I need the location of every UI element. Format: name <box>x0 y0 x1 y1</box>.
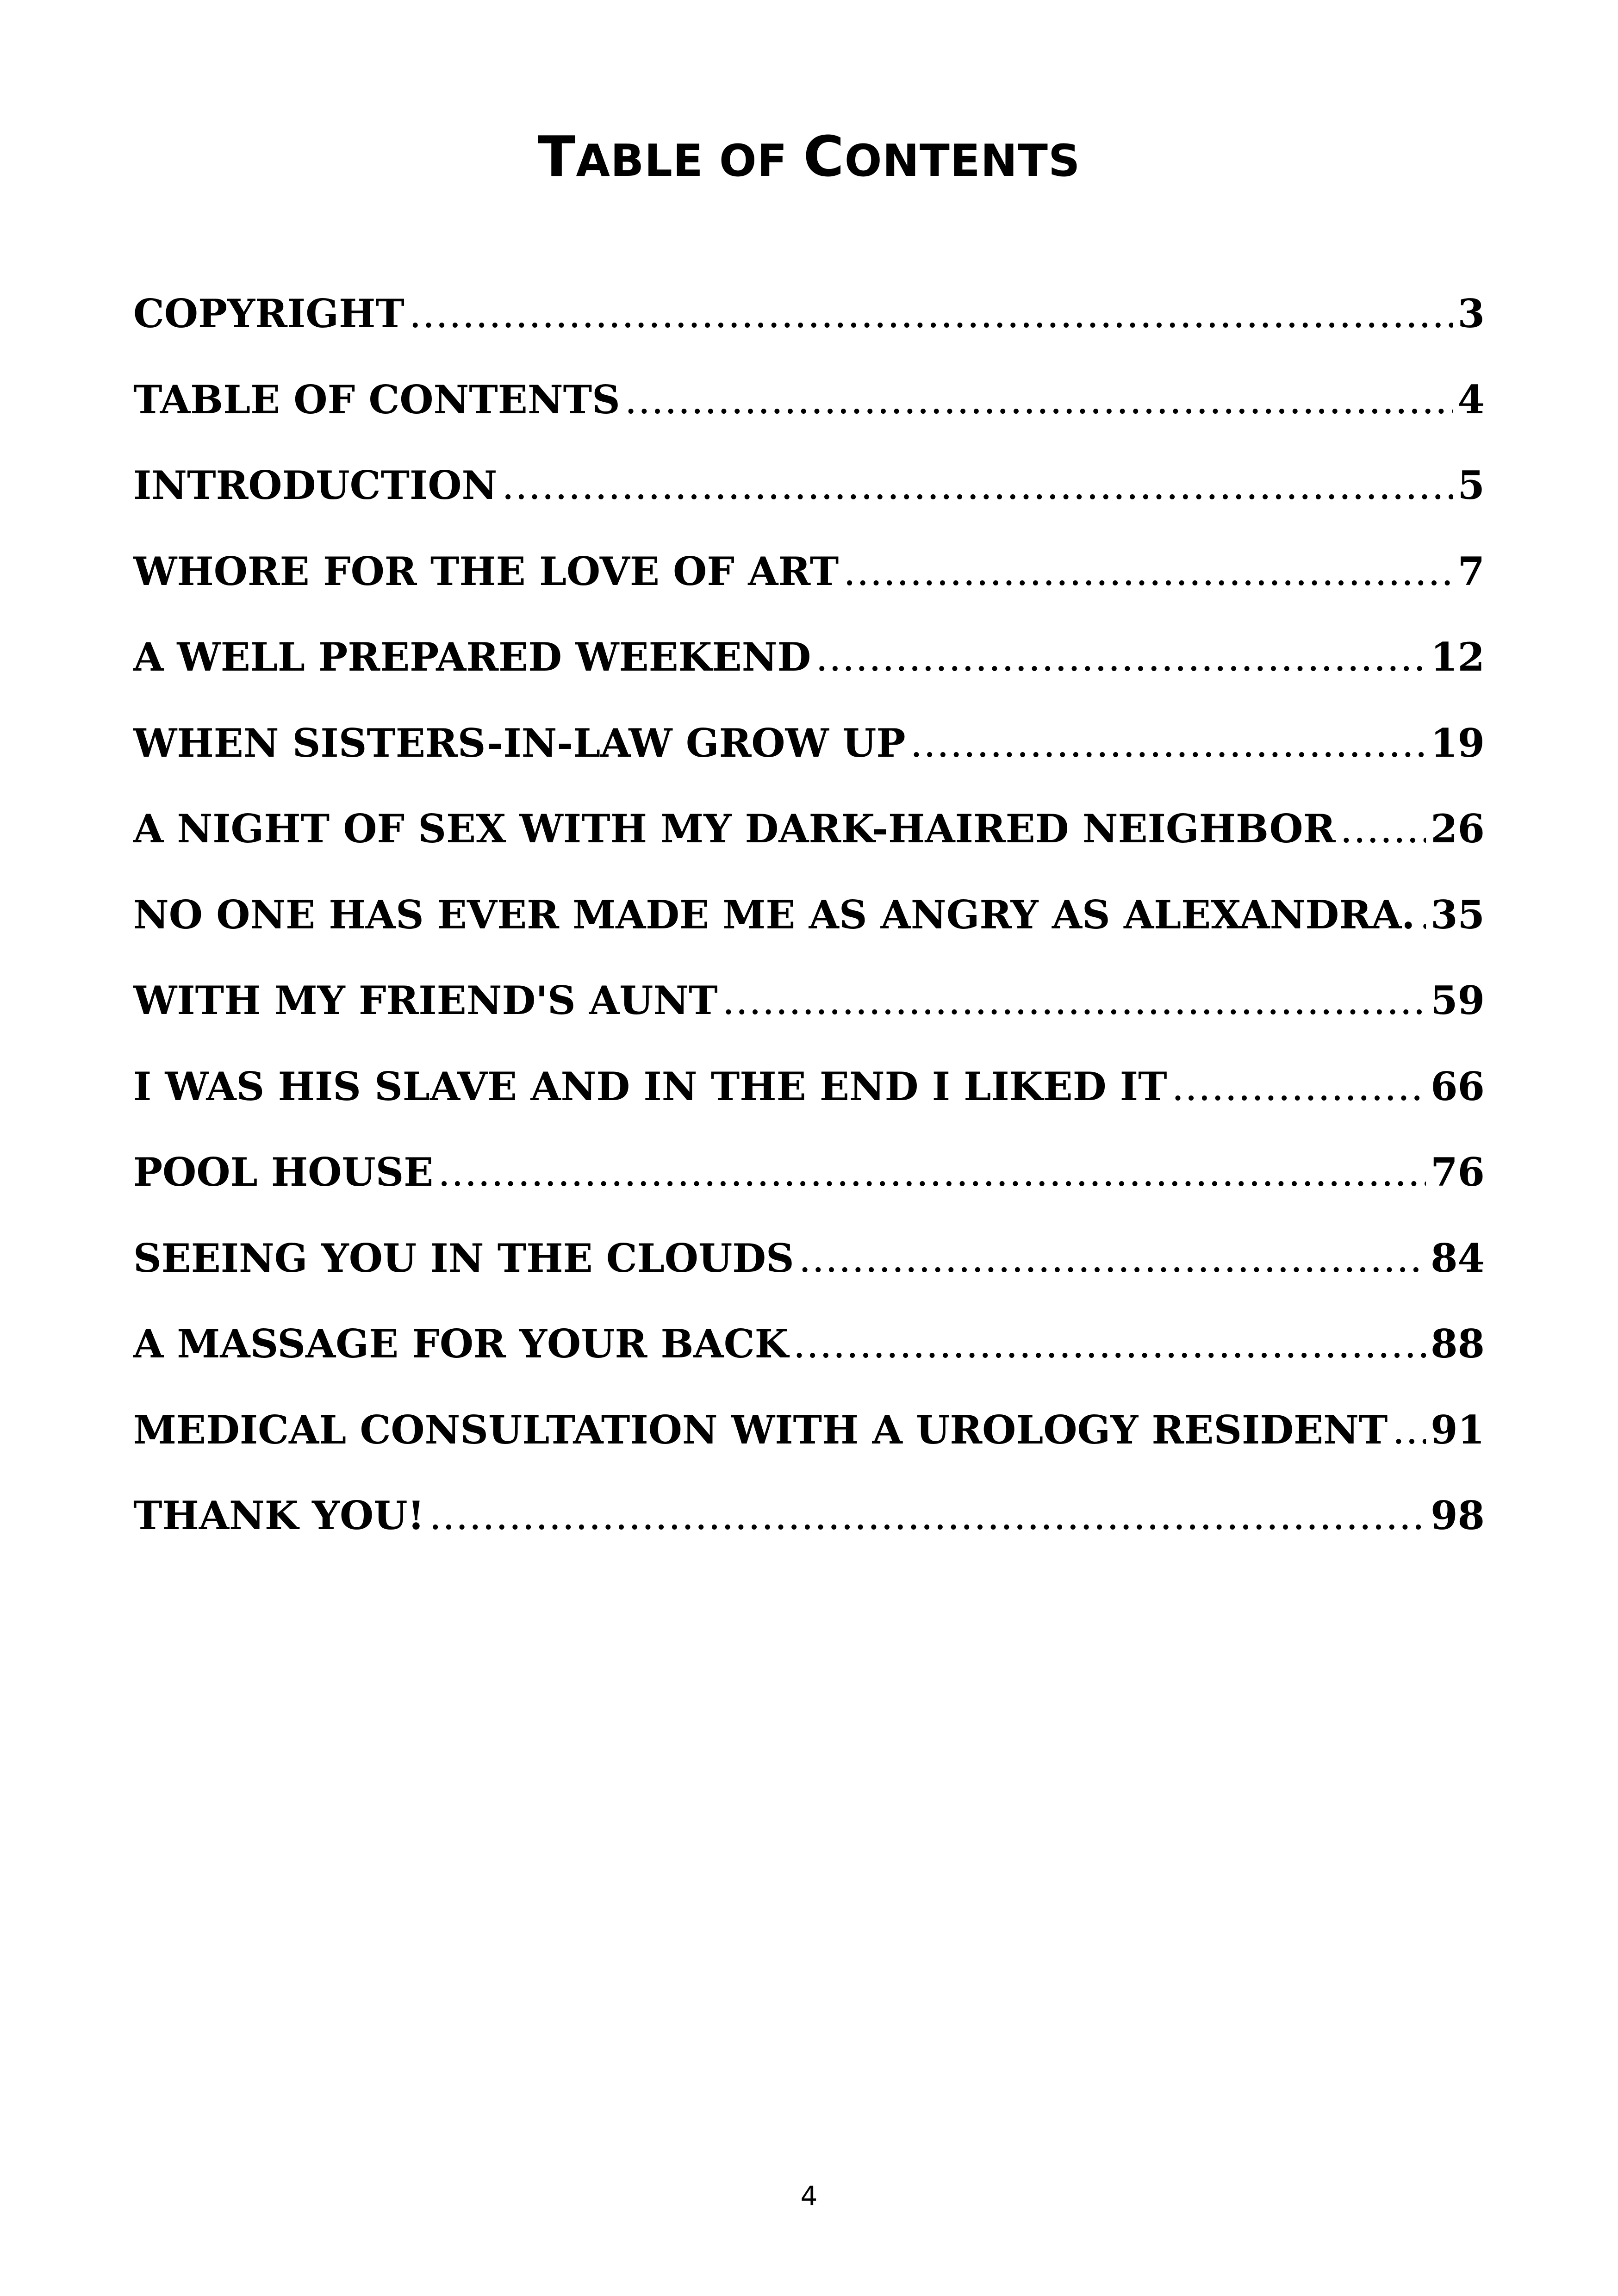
dot-leader <box>1392 1398 1426 1462</box>
dot-leader <box>409 281 1453 346</box>
title-cap-1: T <box>537 125 576 189</box>
toc-entry-page: 4 <box>1457 376 1485 423</box>
dot-leader <box>438 1140 1426 1205</box>
dot-leader <box>1172 1054 1426 1119</box>
dot-leader <box>1340 796 1426 861</box>
toc-entry-a-well-prepared-weekend[interactable] <box>133 625 1485 711</box>
toc-entry-page: 88 <box>1431 1321 1485 1367</box>
toc-entry-title: INTRODUCTION <box>133 462 498 508</box>
toc-entry-page: 84 <box>1431 1235 1485 1281</box>
toc-entry-title: A WELL PREPARED WEEKEND <box>133 634 811 680</box>
title-rest-2: ONTENTS <box>844 136 1081 187</box>
toc-entry-i-was-his-slave[interactable] <box>133 1054 1485 1140</box>
toc-entry-title: WHEN SISTERS-IN-LAW GROW UP <box>133 720 906 766</box>
toc-entry-page: 12 <box>1431 634 1485 680</box>
dot-leader <box>910 711 1426 776</box>
toc-entry-page: 91 <box>1431 1406 1485 1453</box>
toc-entry-pool-house[interactable] <box>133 1140 1485 1226</box>
page-title <box>0 118 1618 200</box>
toc-entry-page: 59 <box>1431 977 1485 1023</box>
page-number: 4 <box>800 2180 818 2212</box>
toc-entry-seeing-you-in-the-clouds[interactable] <box>133 1226 1485 1312</box>
toc-entry-whore-for-the-love-of-art[interactable] <box>133 539 1485 625</box>
dot-leader <box>815 625 1426 690</box>
dot-leader <box>793 1312 1426 1376</box>
toc-entry-title: A MASSAGE FOR YOUR BACK <box>133 1321 789 1367</box>
toc-entry-page: 76 <box>1431 1149 1485 1195</box>
toc-entry-page: 66 <box>1431 1063 1485 1109</box>
toc-entry-a-massage-for-your-back[interactable] <box>133 1312 1485 1398</box>
toc-entry-medical-consultation[interactable] <box>133 1398 1485 1484</box>
toc-entry-page: 35 <box>1431 891 1485 938</box>
toc-entry-copyright[interactable] <box>133 281 1485 367</box>
toc-entry-page: 98 <box>1431 1493 1485 1538</box>
toc-entry-no-one-has-ever-made-me-angry[interactable] <box>133 883 1485 969</box>
toc-entry-a-night-of-sex[interactable] <box>133 796 1485 883</box>
toc-entry-title: WITH MY FRIEND'S AUNT <box>133 977 718 1023</box>
toc-entry-title: THANK YOU! <box>133 1493 425 1538</box>
toc-entry-title: A NIGHT OF SEX WITH MY DARK-HAIRED NEIGHBOR <box>133 806 1336 852</box>
toc-entry-title: SEEING YOU IN THE CLOUDS <box>133 1235 794 1281</box>
toc-entry-title: POOL HOUSE <box>133 1149 434 1195</box>
dot-leader <box>799 1226 1426 1291</box>
toc-entry-title: WHORE FOR THE LOVE OF ART <box>133 548 839 594</box>
toc-entry-page: 19 <box>1431 720 1485 766</box>
toc-list <box>133 281 1485 1569</box>
dot-leader <box>1419 883 1426 947</box>
title-cap-2: C <box>803 125 845 189</box>
toc-entry-thank-you[interactable] <box>133 1483 1485 1569</box>
toc-entry-page: 7 <box>1457 548 1485 594</box>
title-rest-1: ABLE OF <box>576 136 803 187</box>
toc-entry-page: 26 <box>1431 806 1485 852</box>
toc-entry-page: 5 <box>1457 462 1485 508</box>
toc-entry-title: COPYRIGHT <box>133 291 404 336</box>
toc-entry-title: NO ONE HAS EVER MADE ME AS ANGRY AS ALEXANDRA. <box>133 891 1415 938</box>
toc-entry-title: I WAS HIS SLAVE AND IN THE END I LIKED IT <box>133 1063 1167 1109</box>
dot-leader <box>843 539 1453 604</box>
toc-entry-table-of-contents[interactable] <box>133 367 1485 454</box>
toc-entry-page: 3 <box>1457 291 1485 336</box>
toc-entry-with-my-friends-aunt[interactable] <box>133 968 1485 1054</box>
dot-leader <box>502 453 1453 518</box>
dot-leader <box>722 968 1426 1033</box>
toc-entry-title: MEDICAL CONSULTATION WITH A UROLOGY RESIDENT <box>133 1406 1388 1453</box>
dot-leader <box>429 1483 1426 1548</box>
dot-leader <box>625 367 1453 432</box>
toc-entry-title: TABLE OF CONTENTS <box>133 376 620 423</box>
toc-entry-introduction[interactable] <box>133 453 1485 539</box>
toc-entry-when-sisters-in-law-grow-up[interactable] <box>133 711 1485 797</box>
